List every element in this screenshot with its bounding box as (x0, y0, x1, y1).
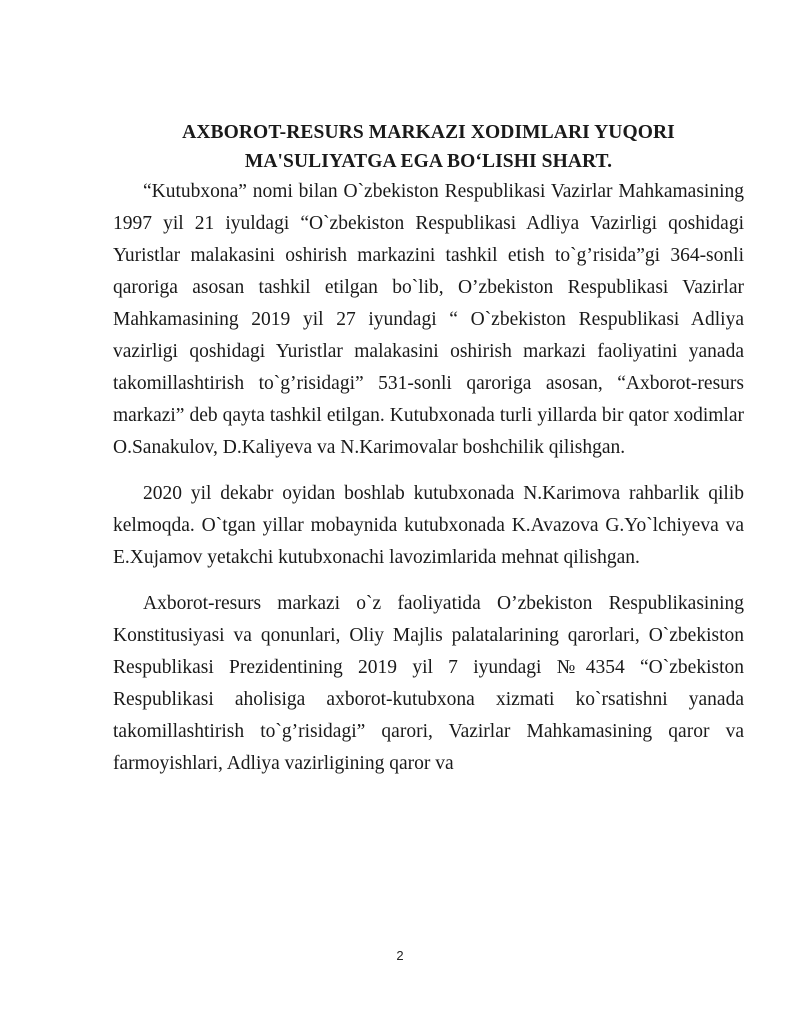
paragraph-2: 2020 yil dekabr oyidan boshlab kutubxonada N.Karimova rahbarlik qilib kelmoqda. O`tgan yillar mobaynida kutubxonada K.Avazova G.Yo`lchiyeva va E.Xujamov yetakchi kutubxonachi lavozimlarida mehnat qilishgan. (113, 483, 744, 568)
document-title-line-2: MA'SULIYATGA EGA BO‘LISHI SHART. (244, 151, 613, 172)
paragraph-1: “Kutubxona” nomi bilan O`zbekiston Respublikasi Vazirlar Mahkamasining 1997 yil 21 iyuldagi “O`zbekiston Respublikasi Adliya Vazirligi qoshidagi Yuristlar malakasini oshirish markazini tashkil etish to`g’risida”gi 364-sonli qaroriga asosan tashkil etilgan bo`lib, O’zbekiston Respublikasi Vazirlar Mahkamasining 2019 yil 27 iyundagi “ O`zbekiston Respublikasi Adliya vazirligi qoshidagi Yuristlar malakasini oshirish markazi faoliyatini yanada takomillashtirish to`g’risidagi” 531-sonli qaroriga asosan, “Axborot-resurs markazi” deb qayta tashkil etilgan. Kutubxonada turli yillarda bir qator xodimlar O.Sanakulov, D.Kaliyeva va N.Karimovalar boshchilik qilishgan. (113, 181, 744, 458)
document-title-line-1: AXBOROT-RESURS MARKAZI XODIMLARI YUQORI (182, 122, 675, 143)
page-number: 2 (396, 948, 404, 963)
paragraph-3: Axborot-resurs markazi o`z faoliyatida O’zbekiston Respublikasining Konstitusiyasi va qonunlari, Oliy Majlis palatalarining qarorlari, O`zbekiston Respublikasi Prezidentining 2019 yil 7 iyundagi №4354 “O`zbekiston Respublikasi aholisiga axborot-kutubxona xizmati ko`rsatishni yanada takomillashtirish to`g’risidagi” qarori, Vazirlar Mahkamasining qaror va farmoyishlari, Adliya vazirligining qaror va (113, 593, 744, 774)
document-page (113, 118, 744, 780)
